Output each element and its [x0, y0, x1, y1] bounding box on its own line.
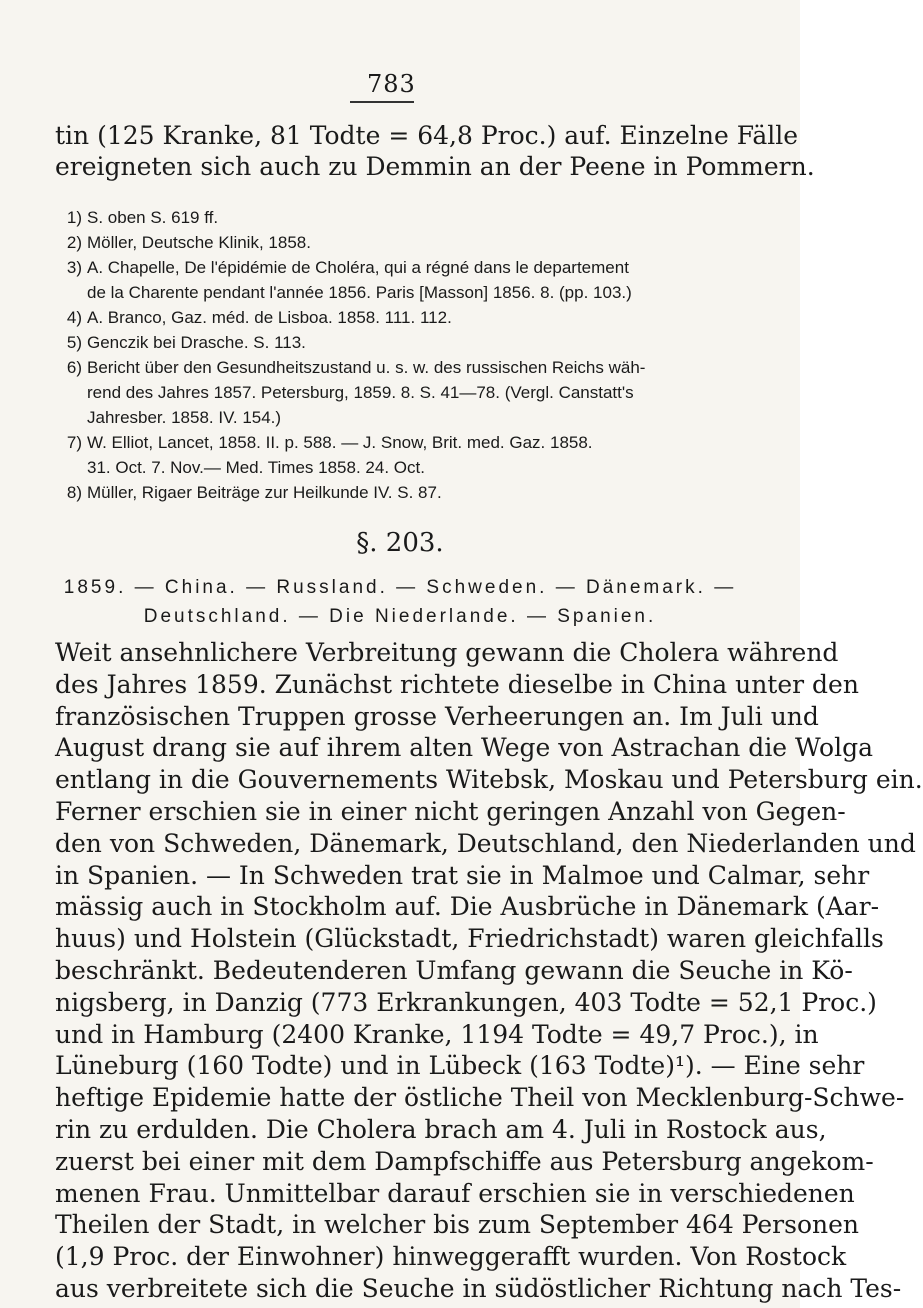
body-line: den von Schweden, Dänemark, Deutschland, den Niederlanden und: [55, 828, 916, 858]
page-number: 783: [367, 70, 416, 98]
section-title: §. 203.: [356, 528, 444, 558]
body-line: des Jahres 1859. Zunächst richtete dieselbe in China unter den: [55, 669, 859, 699]
footnote: [55, 205, 765, 230]
footnote-text: 31. Oct. 7. Nov.— Med. Times 1858. 24. Oct.: [87, 458, 425, 477]
intro-line: tin (125 Kranke, 81 Todte = 64,8 Proc.) auf. Einzelne Fälle: [55, 121, 799, 150]
footnote-number: 1): [66, 208, 82, 227]
footnote-number: 2): [66, 233, 82, 252]
footnote-number: 6): [66, 358, 82, 377]
body-line: Ferner erschien sie in einer nicht geringen Anzahl von Gegen-: [55, 796, 846, 826]
footnote: [55, 355, 765, 430]
footnote-number: 8): [66, 483, 82, 502]
footnote-text: Möller, Deutsche Klinik, 1858.: [87, 233, 311, 252]
subtitle-line: Deutschland. — Die Niederlande. — Spanien.: [143, 606, 657, 627]
body-line: mässig auch in Stockholm auf. Die Ausbrüche in Dänemark (Aar-: [55, 892, 880, 922]
footnote: [55, 480, 765, 505]
page-number-rule: [350, 101, 414, 103]
subtitle-line: 1859. — China. — Russland. — Schweden. — Dänemark. —: [63, 577, 737, 598]
footnote: [55, 430, 765, 480]
intro-paragraph: [55, 120, 815, 182]
footnote: [55, 330, 765, 355]
body-line: nigsberg, in Danzig (773 Erkrankungen, 403 Todte = 52,1 Proc.): [55, 987, 877, 1017]
body-line: entlang in die Gouvernements Witebsk, Moskau und Petersburg ein.: [55, 765, 923, 795]
footnote-number: 3): [66, 258, 82, 277]
body-line: französischen Truppen grosse Verheerungen an. Im Juli und: [55, 701, 819, 731]
body-paragraph: [55, 637, 923, 1305]
body-line: Lüneburg (160 Todte) und in Lübeck (163 Todte)¹). — Eine sehr: [55, 1051, 865, 1081]
footnotes: [55, 205, 765, 505]
footnote-text: A. Branco, Gaz. méd. de Lisboa. 1858. 111. 112.: [87, 308, 452, 327]
body-line: und in Hamburg (2400 Kranke, 1194 Todte = 49,7 Proc.), in: [55, 1019, 819, 1049]
body-line: Theilen der Stadt, in welcher bis zum September 464 Personen: [55, 1210, 860, 1240]
body-line: rin zu erdulden. Die Cholera brach am 4. Juli in Rostock aus,: [55, 1114, 827, 1144]
footnote: [55, 230, 765, 255]
footnote-text: A. Chapelle, De l'épidémie de Choléra, qui a régné dans le departement: [87, 258, 629, 277]
body-line: huus) und Holstein (Glückstadt, Friedrichstadt) waren gleichfalls: [55, 924, 884, 954]
intro-line: ereigneten sich auch zu Demmin an der Peene in Pommern.: [55, 152, 815, 181]
section-subtitle: [40, 573, 760, 631]
body-line: heftige Epidemie hatte der östliche Theil von Mecklenburg-Schwe-: [55, 1083, 905, 1113]
body-line: August drang sie auf ihrem alten Wege von Astrachan die Wolga: [55, 733, 874, 763]
footnote-text: Müller, Rigaer Beiträge zur Heilkunde IV. S. 87.: [87, 483, 442, 502]
body-line: beschränkt. Bedeutenderen Umfang gewann die Seuche in Kö-: [55, 955, 853, 985]
footnote-text: Bericht über den Gesundheitszustand u. s. w. des russischen Reichs wäh-: [87, 358, 646, 377]
footnote-text: Genczik bei Drasche. S. 113.: [87, 333, 306, 352]
body-line: Weit ansehnlichere Verbreitung gewann die Cholera während: [55, 638, 839, 667]
footnote-text: rend des Jahres 1857. Petersburg, 1859. 8. S. 41—78. (Vergl. Canstatt's: [87, 383, 634, 402]
body-line: in Spanien. — In Schweden trat sie in Malmoe und Calmar, sehr: [55, 860, 870, 890]
footnote-text: W. Elliot, Lancet, 1858. II. p. 588. — J. Snow, Brit. med. Gaz. 1858.: [87, 433, 593, 452]
footnote: [55, 305, 765, 330]
footnote: [55, 255, 765, 305]
footnote-text: Jahresber. 1858. IV. 154.): [87, 408, 282, 427]
body-line: aus verbreitete sich die Seuche in südöstlicher Richtung nach Tes-: [55, 1273, 902, 1303]
body-line: (1,9 Proc. der Einwohner) hinweggerafft wurden. Von Rostock: [55, 1242, 847, 1272]
footnote-text: de la Charente pendant l'année 1856. Paris [Masson] 1856. 8. (pp. 103.): [87, 283, 632, 302]
body-line: menen Frau. Unmittelbar darauf erschien sie in verschiedenen: [55, 1178, 855, 1208]
body-line: zuerst bei einer mit dem Dampfschiffe aus Petersburg angekom-: [55, 1146, 874, 1176]
footnote-number: 5): [66, 333, 82, 352]
footnote-number: 7): [66, 433, 82, 452]
footnote-text: S. oben S. 619 ff.: [87, 208, 219, 227]
footnote-number: 4): [66, 308, 82, 327]
